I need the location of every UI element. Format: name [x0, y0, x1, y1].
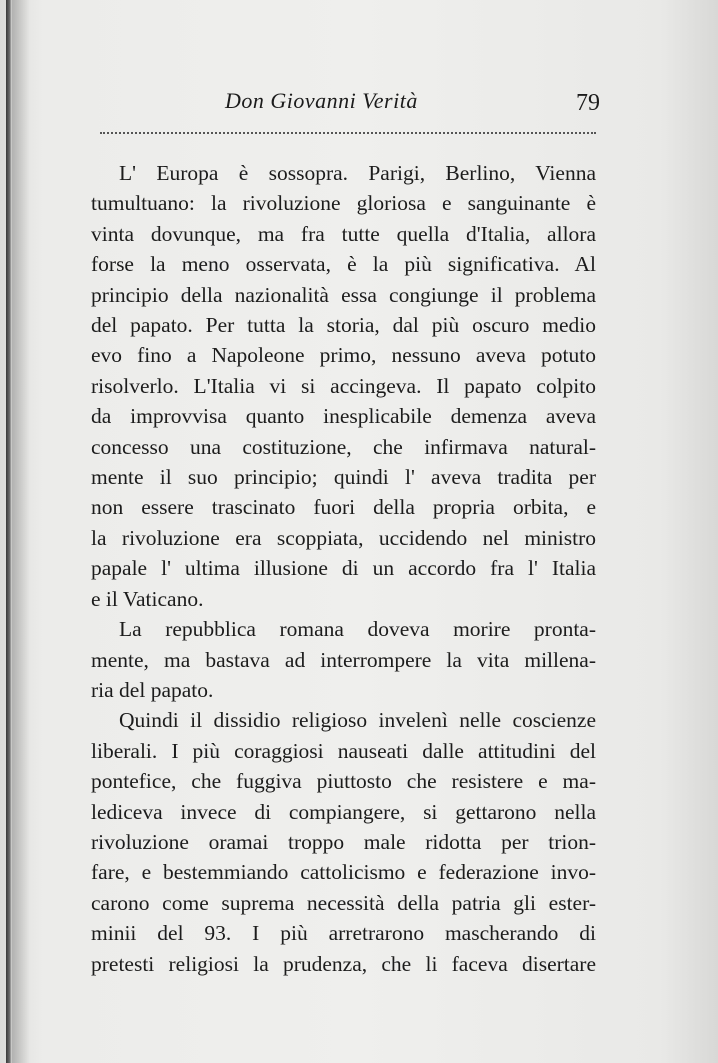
text-line: papale l' ultima illusione di un accordo fra l' Italia	[91, 556, 596, 581]
text-line: fare, e bestemmiando cattolicismo e federazione invo-	[91, 860, 596, 885]
binding-shadow	[12, 0, 30, 1063]
text-line: lediceva invece di compiangere, si gettarono nella	[91, 799, 596, 824]
running-title: Don Giovanni Verità	[225, 88, 418, 113]
text-line: pretesti religiosi la prudenza, che li faceva disertare	[91, 951, 596, 976]
text-line: minii del 93. I più arretrarono mascherando di	[91, 921, 596, 946]
text-line: del papato. Per tutta la storia, dal più oscuro medio	[91, 313, 596, 338]
body-text	[91, 158, 596, 979]
header-dotted-rule	[100, 132, 596, 134]
text-line: forse la meno osservata, è la più significativa. Al	[91, 252, 596, 277]
page-header	[90, 80, 600, 124]
text-line: mente, ma bastava ad interrompere la vita millena-	[91, 647, 596, 672]
text-line: ria del papato.	[91, 677, 214, 702]
text-line: pontefice, che fuggiva piuttosto che resistere e ma-	[91, 769, 596, 794]
text-line: non essere trascinato fuori della propria orbita, e	[91, 495, 596, 520]
text-line: carono come suprema necessità della patria gli ester-	[91, 890, 596, 915]
text-line: risolverlo. L'Italia vi si accingeva. Il papato colpito	[91, 373, 596, 398]
text-line: la rivoluzione era scoppiata, uccidendo nel ministro	[91, 525, 596, 550]
text-line: L' Europa è sossopra. Parigi, Berlino, Vienna	[119, 161, 596, 185]
text-line: La repubblica romana doveva morire pronta-	[119, 617, 596, 642]
text-line: da improvvisa quanto inesplicabile demenza aveva	[91, 404, 596, 429]
text-line: concesso una costituzione, che infirmava natural-	[91, 434, 596, 459]
text-line: Quindi il dissidio religioso invelenì nelle coscienze	[119, 708, 596, 733]
text-line: liberali. I più coraggiosi nauseati dalle attitudini del	[91, 738, 596, 763]
text-line: evo fino a Napoleone primo, nessuno aveva potuto	[91, 343, 596, 368]
text-line: principio della nazionalità essa congiunge il problema	[91, 282, 596, 307]
text-line: vinta dovunque, ma fra tutte quella d'Italia, allora	[91, 221, 596, 246]
page-number: 79	[576, 90, 600, 116]
text-line: mente il suo principio; quindi l' aveva tradita per	[91, 465, 596, 490]
text-line: rivoluzione oramai troppo male ridotta per trion-	[91, 829, 596, 854]
text-line: e il Vaticano.	[91, 586, 204, 611]
text-line: tumultuano: la rivoluzione gloriosa e sanguinante è	[91, 191, 596, 216]
